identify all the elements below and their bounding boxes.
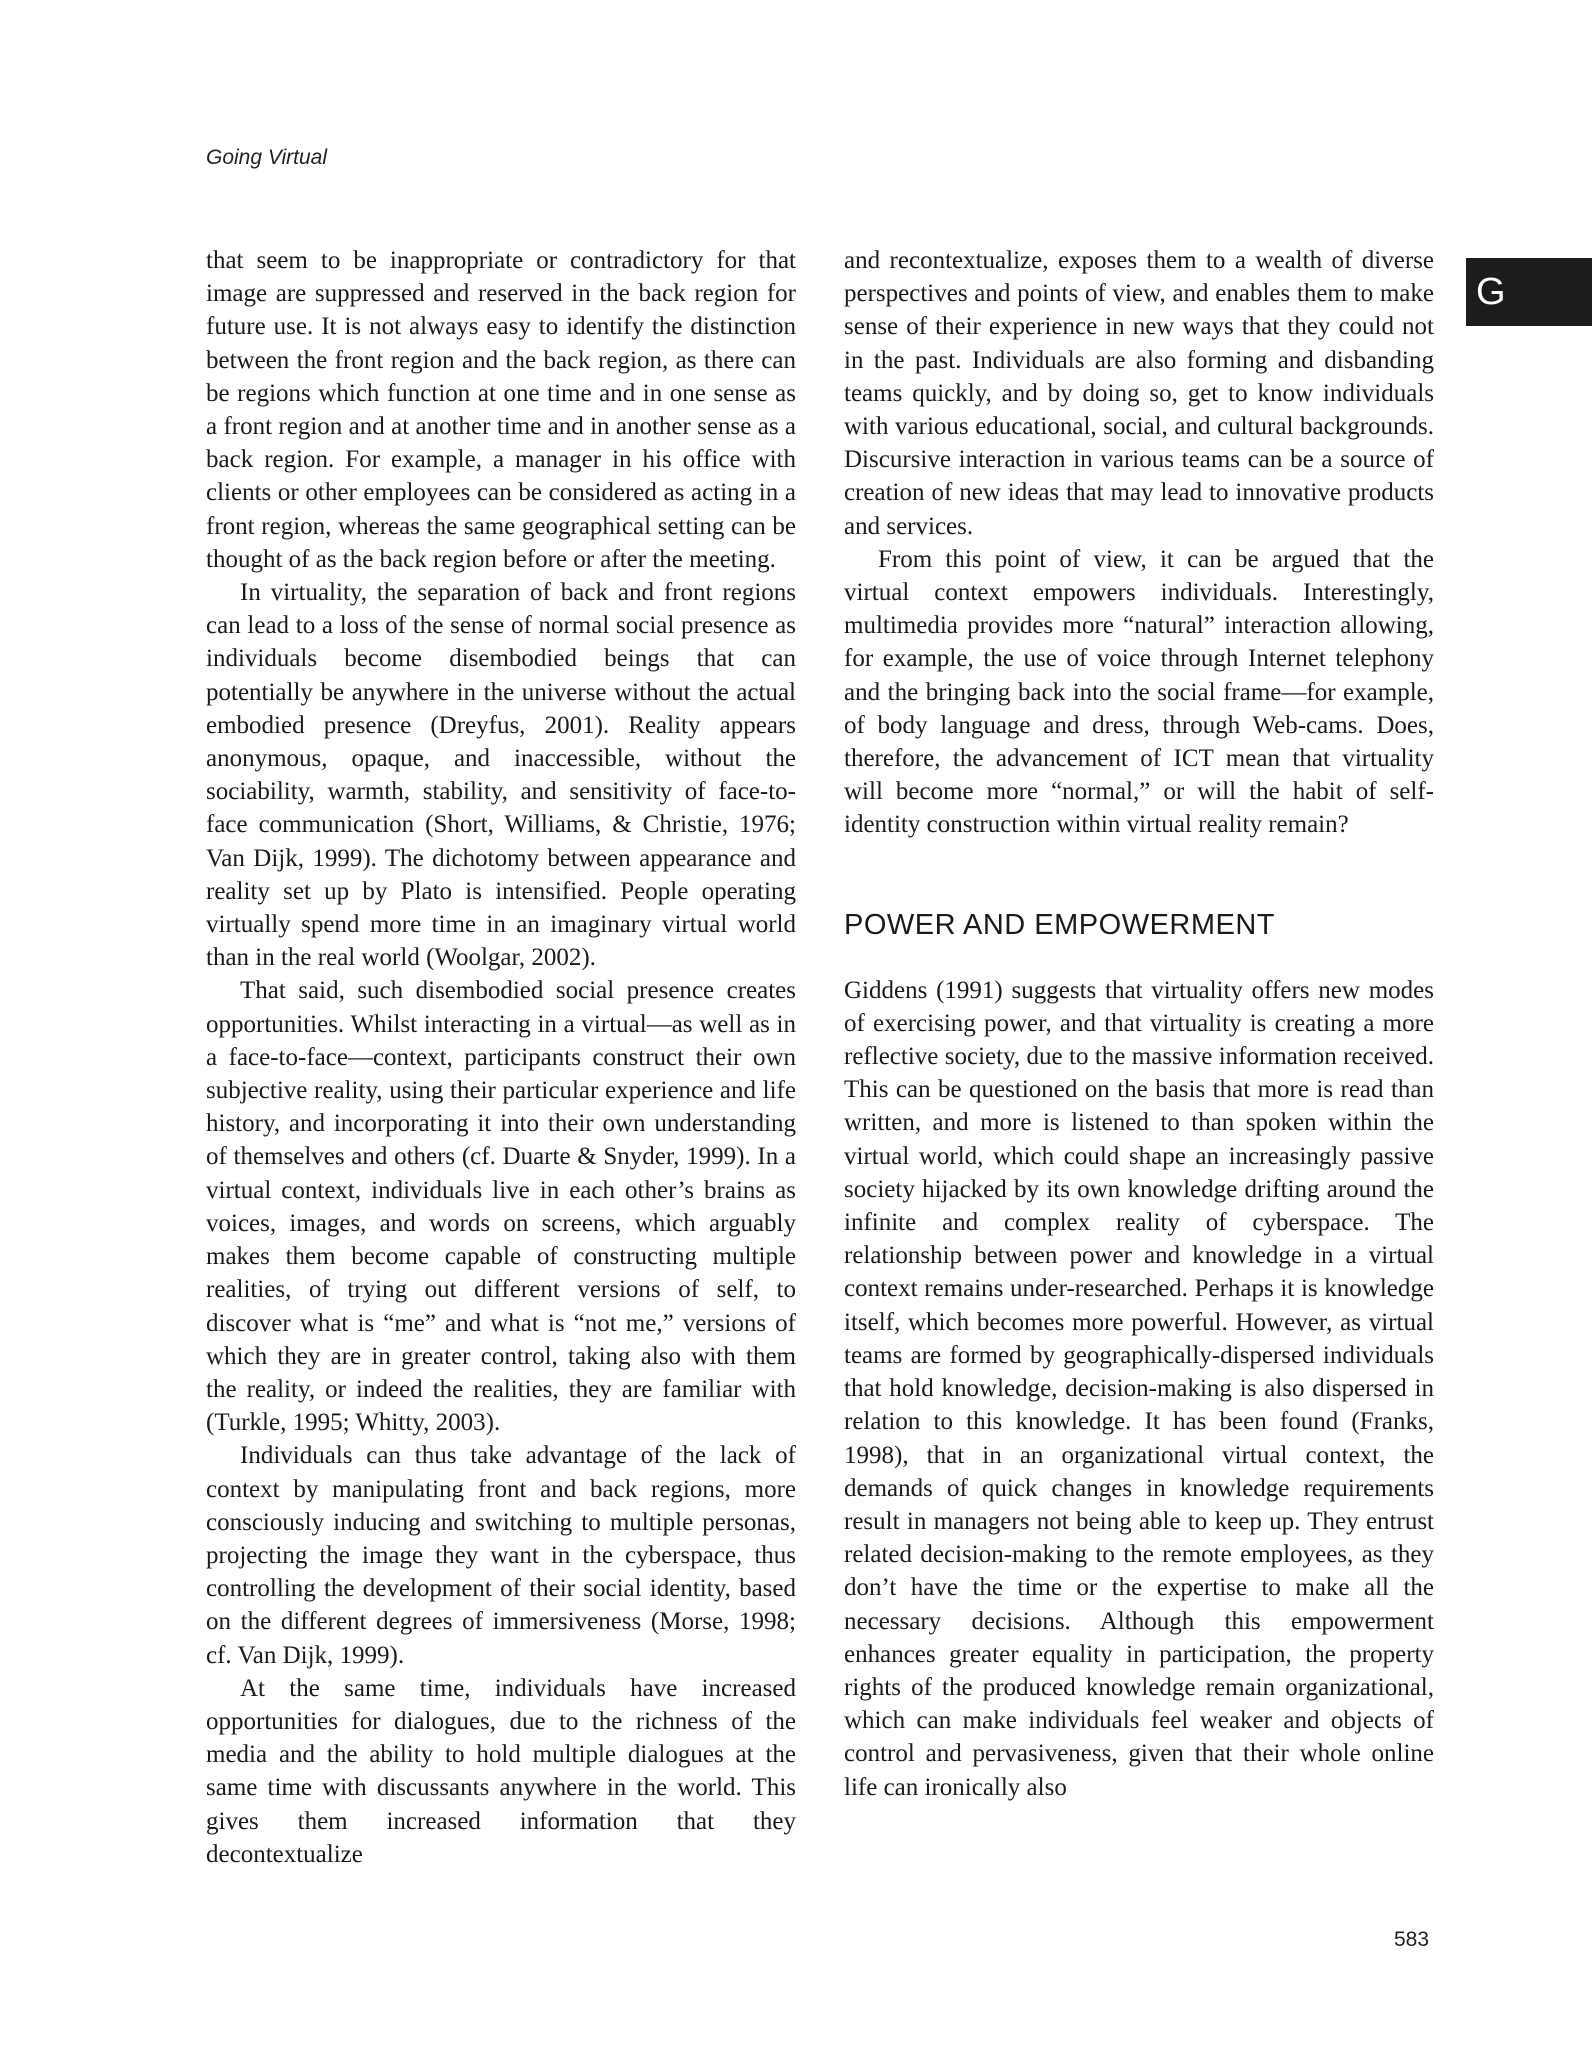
paragraph: That said, such disembodied social presence creates opportunities. Whilst interacting in a virtual—as well as in a face-to-face—context, participants construct their own subjective reality, using their particular experience and life history, and incorporating it into their own understanding of themselves and others (cf. Duarte & Snyder, 1999). In a virtual context, individuals live in each other’s brains as voices, images, and words on screens, which arguably makes them become capable of constructing multiple realities, of trying out different versions of self, to discover what is “me” and what is “not me,” versions of which they are in greater control, taking also with them the reality, or indeed the realities, they are familiar with (Turkle, 1995; Whitty, 2003). xyxy=(206,977,796,1437)
paragraph: At the same time, individuals have increased opportunities for dialogues, due to the richness of the media and the ability to hold multiple dialogues at the same time with discussants anywhere in the world. This gives them increased information that they decontextualize xyxy=(206,1674,796,1868)
page-number: 583 xyxy=(1394,1928,1430,1951)
left-text-column xyxy=(206,244,796,1871)
paragraph: From this point of view, it can be argued that the virtual context empowers individuals. Interestingly, multimedia provides more “natural” interaction allowing, for example, the use of voice through Internet telephony and the bringing back into the social frame—for example, of body language and dress, through Web-cams. Does, therefore, the advancement of ICT mean that virtuality will become more “normal,” or will the habit of self-identity construction within virtual reality remain? xyxy=(844,545,1434,839)
running-head-title: Going Virtual xyxy=(206,146,328,169)
paragraph: Individuals can thus take advantage of the lack of context by manipulating front and back regions, more consciously inducing and switching to multiple personas, projecting the image they want in the cyberspace, thus controlling the development of their social identity, based on the different degrees of immersiveness (Morse, 1998; cf. Van Dijk, 1999). xyxy=(206,1442,796,1669)
paragraph: and recontextualize, exposes them to a wealth of diverse perspectives and points of view, and enables them to make sense of their experience in new ways that they could not in the past. Individuals are also forming and disbanding teams quickly, and by doing so, get to know individuals with various educational, social, and cultural backgrounds. Discursive interaction in various teams can be a source of creation of new ideas that may lead to innovative products and services. xyxy=(844,247,1434,540)
paragraph: Giddens (1991) suggests that virtuality offers new modes of exercising power, and that virtuality is creating a more reflective society, due to the massive information received. This can be questioned on the basis that more is read than written, and more is listened to than spoken within the virtual world, which could shape an increasingly passive society hijacked by its own knowledge drifting around the infinite and complex reality of cyberspace. The relationship between power and knowledge in a virtual context remains under-researched. Perhaps it is knowledge itself, which becomes more powerful. However, as virtual teams are formed by geographically-dispersed individuals that hold knowledge, decision-making is also dispersed in relation to this knowledge. It has been found (Franks, 1998), that in an organizational virtual context, the demands of quick changes in knowledge requirements result in managers not being able to keep up. They entrust related decision-making to the remote employees, as they don’t have the time or the expertise to make all the necessary decisions. Although this empowerment enhances greater equality in participation, the property rights of the produced knowledge remain organizational, which can make individuals feel weaker and objects of control and pervasiveness, given that their whole online life can ironically also xyxy=(844,976,1434,1801)
section-heading: POWER AND EMPOWERMENT xyxy=(844,908,1276,941)
paragraph: that seem to be inappropriate or contradictory for that image are suppressed and reserved in the back region for future use. It is not always easy to identify the distinction between the front region and the back region, as there can be regions which function at one time and in one sense as a front region and at another time and in another sense as a back region. For example, a manager in his office with clients or other employees can be considered as acting in a front region, whereas the same geographical setting can be thought of as the back region before or after the meeting. xyxy=(206,247,796,573)
section-letter-tab: G xyxy=(1466,258,1592,326)
paragraph: In virtuality, the separation of back and front regions can lead to a loss of the sense of normal social presence as individuals become disembodied beings that can potentially be anywhere in the universe without the actual embodied presence (Dreyfus, 2001). Reality appears anonymous, opaque, and inaccessible, without the sociability, warmth, stability, and sensitivity of face-to-face communication (Short, Williams, & Christie, 1976; Van Dijk, 1999). The dichotomy between appearance and reality set up by Plato is intensified. People operating virtually spend more time in an imaginary virtual world than in the real world (Woolgar, 2002). xyxy=(206,579,796,972)
right-text-column xyxy=(844,244,1434,1804)
